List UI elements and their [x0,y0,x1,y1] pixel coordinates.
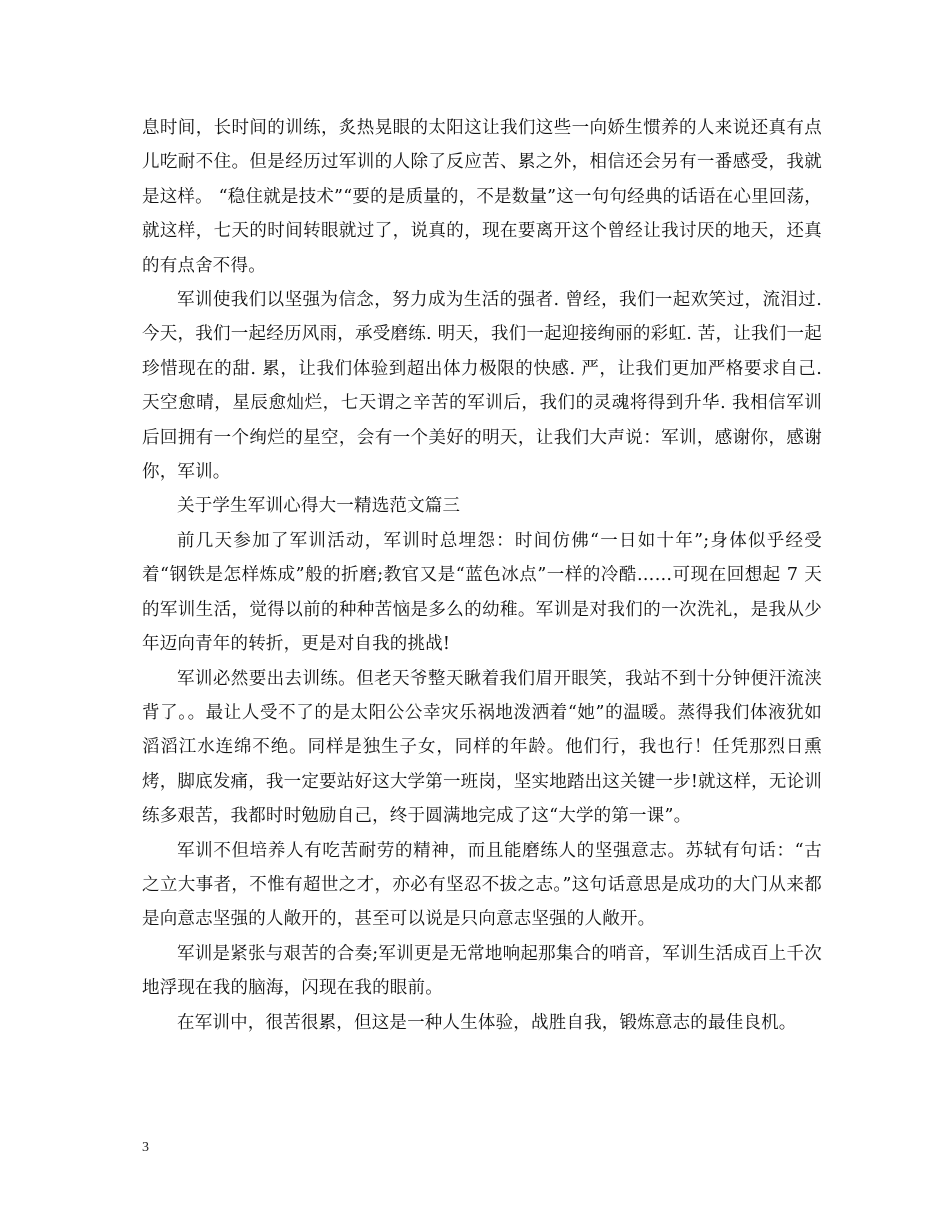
paragraph-6: 军训是紧张与艰苦的合奏;军训更是无常地响起那集合的哨音，军训生活成百上千次地浮现在我的脑海，闪现在我的眼前。 [142,943,822,999]
section-heading: 关于学生军训心得大一精选范文篇三 [177,496,461,517]
paragraph-3: 前几天参加了军训活动，军训时总埋怨：时间仿佛“一日如十年”;身体似乎经受着“钢铁是怎样炼成”般的折磨;教官又是“蓝色冰点”一样的冷酷……可现在回想起 7 天的军训生活，觉得以前的种种苦恼是多么的幼稚。军训是对我们的一次洗礼，是我从少年迈向青年的转折，更是对自我的挑战! [142,530,822,655]
paragraph-5: 军训不但培养人有吃苦耐劳的精神，而且能磨练人的坚强意志。苏轼有句话：“古之立大事者，不惟有超世之才，亦必有坚忍不拔之志。”这句话意思是成功的大门从来都是向意志坚强的人敞开的，甚至可以说是只向意志坚强的人敞开。 [142,840,822,930]
paragraph-1: 息时间，长时间的训练，炙热晃眼的太阳这让我们这些一向娇生惯养的人来说还真有点儿吃耐不住。但是经历过军训的人除了反应苦、累之外，相信还会另有一番感受，我就是这样。 “稳住就是技术”“要的是质量的，不是数量”这一句句经典的话语在心里回荡，就这样，七天的时间转眼就过了，说真的，现在要离开这个曾经让我讨厌的地天，还真的有点舍不得。 [142,118,822,276]
paragraph-4: 军训必然要出去训练。但老天爷整天瞅着我们眉开眼笑，我站不到十分钟便汗流浃背了。。最让人受不了的是太阳公公幸灾乐祸地泼洒着“她”的温暖。蒸得我们体液犹如滔滔江水连绵不绝。同样是独生子女，同样的年龄。他们行，我也行！任凭那烈日熏烤，脚底发痛，我一定要站好这大学第一班岗，坚实地踏出这关键一步!就这样，无论训练多艰苦，我都时时勉励自己，终于圆满地完成了这“大学的第一课”。 [142,668,822,827]
paragraph-2: 军训使我们以坚强为信念，努力成为生活的强者. 曾经，我们一起欢笑过，流泪过. 今天，我们一起经历风雨，承受磨练. 明天，我们一起迎接绚丽的彩虹. 苦，让我们一起珍惜现在的甜. 累，让我们体验到超出体力极限的快感. 严，让我们更加严格要求自己. 天空愈晴，星辰愈灿烂，七天谓之辛苦的军训后，我们的灵魂将得到升华. 我相信军训后回拥有一个绚烂的星空，会有一个美好的明天，让我们大声说：军训，感谢你，感谢你，军训。 [142,290,822,483]
document-body [142,111,822,1040]
paragraph-7: 在军训中，很苦很累，但这是一种人生体验，战胜自我，锻炼意志的最佳良机。 [177,1012,797,1033]
page-number: 3 [142,1140,149,1155]
